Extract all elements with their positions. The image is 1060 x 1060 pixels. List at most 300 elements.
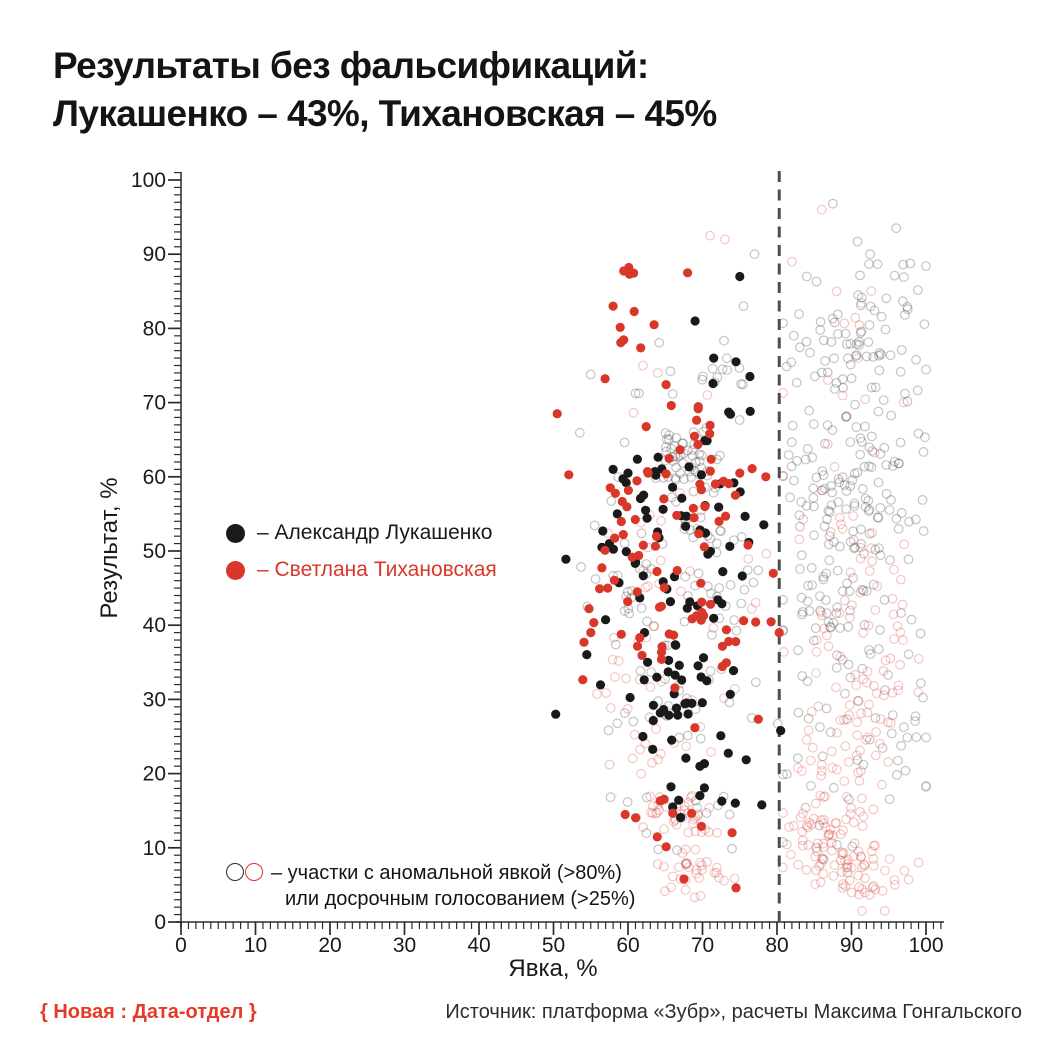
data-point — [888, 729, 897, 738]
data-point — [790, 331, 799, 340]
data-point — [601, 374, 610, 383]
data-point — [681, 572, 690, 581]
data-point — [634, 551, 643, 560]
data-point — [754, 715, 763, 724]
data-point — [846, 568, 855, 577]
data-point — [806, 348, 815, 357]
data-point — [914, 429, 923, 438]
data-point — [752, 678, 761, 687]
data-point — [876, 626, 885, 635]
data-point — [696, 892, 705, 901]
data-point — [706, 421, 715, 430]
data-point — [737, 533, 746, 542]
data-point — [846, 438, 855, 447]
data-point — [716, 731, 725, 740]
data-point — [853, 237, 862, 246]
data-point — [726, 690, 735, 699]
data-point — [830, 784, 839, 793]
data-point — [868, 557, 877, 566]
data-point — [832, 683, 841, 692]
data-point — [907, 615, 916, 624]
data-point — [611, 489, 620, 498]
data-point — [653, 832, 662, 841]
data-point — [589, 618, 598, 627]
data-point — [609, 465, 618, 474]
data-point — [761, 472, 770, 481]
data-point — [904, 650, 913, 659]
data-point — [858, 907, 867, 916]
data-point — [673, 711, 682, 720]
data-point — [659, 494, 668, 503]
data-point — [885, 855, 894, 864]
data-point — [885, 506, 894, 515]
data-point — [662, 842, 671, 851]
data-point — [869, 805, 878, 814]
data-point — [816, 318, 825, 327]
data-point — [881, 325, 890, 334]
data-point — [788, 421, 797, 430]
data-point — [731, 637, 740, 646]
title-line-2: Лукашенко – 43%, Тихановская – 45% — [53, 93, 717, 135]
data-point — [790, 476, 799, 485]
data-point — [740, 585, 749, 594]
data-point — [636, 745, 645, 754]
data-point — [551, 710, 560, 719]
data-point — [916, 629, 925, 638]
data-point — [845, 795, 854, 804]
data-point — [722, 625, 731, 634]
data-point — [845, 758, 854, 767]
data-point — [865, 567, 874, 576]
data-point — [794, 646, 803, 655]
data-point — [816, 878, 825, 887]
y-axis-label: Результат, % — [96, 477, 123, 619]
data-point — [896, 438, 905, 447]
data-point — [823, 421, 832, 430]
data-point — [821, 357, 830, 366]
data-point — [832, 287, 841, 296]
data-point — [652, 725, 661, 734]
data-point — [725, 810, 734, 819]
data-point — [751, 598, 760, 607]
data-point — [620, 539, 629, 548]
data-point — [636, 667, 645, 676]
data-point — [719, 477, 728, 486]
data-point — [735, 469, 744, 478]
data-point — [832, 664, 841, 673]
legend-candidates — [226, 519, 497, 593]
data-point — [726, 581, 735, 590]
data-point — [586, 628, 595, 637]
data-point — [735, 272, 744, 281]
footer — [40, 1001, 1022, 1024]
y-tick-label: 70 — [142, 391, 166, 415]
data-point — [882, 294, 891, 303]
x-tick-label: 20 — [318, 934, 342, 957]
data-point — [859, 675, 868, 684]
data-point — [861, 494, 870, 503]
data-point — [601, 615, 610, 624]
data-point — [739, 302, 748, 311]
y-tick-label: 80 — [142, 317, 166, 341]
data-point — [577, 563, 586, 572]
title-line-1: Результаты без фальсификаций: — [53, 45, 649, 86]
x-tick-label: 100 — [908, 934, 944, 957]
data-point — [628, 754, 637, 763]
data-point — [620, 438, 629, 447]
data-point — [847, 374, 856, 383]
anomaly-line-2: или досрочным голосованием (>25%) — [285, 888, 636, 910]
data-point — [680, 617, 689, 626]
data-point — [724, 749, 733, 758]
data-point — [639, 571, 648, 580]
data-point — [649, 716, 658, 725]
data-point — [732, 626, 741, 635]
data-point — [812, 799, 821, 808]
data-point — [606, 793, 615, 802]
data-point — [728, 844, 737, 853]
data-point — [598, 526, 607, 535]
data-point — [625, 270, 634, 279]
data-point — [814, 702, 823, 711]
data-point — [854, 354, 863, 363]
data-point — [692, 416, 701, 425]
x-tick-label: 30 — [392, 934, 417, 957]
data-point — [828, 426, 837, 435]
data-point — [578, 675, 587, 684]
data-point — [714, 503, 723, 512]
data-point — [694, 404, 703, 413]
data-point — [858, 794, 867, 803]
data-point — [684, 462, 693, 471]
data-point — [809, 494, 818, 503]
data-point — [726, 410, 735, 419]
data-point — [630, 730, 639, 739]
data-point — [793, 457, 802, 466]
data-point — [708, 364, 717, 373]
data-point — [707, 455, 716, 464]
data-point — [706, 467, 715, 476]
data-point — [751, 617, 760, 626]
data-point — [584, 604, 593, 613]
data-point — [888, 595, 897, 604]
data-point — [809, 743, 818, 752]
data-point — [717, 797, 726, 806]
data-point — [604, 726, 613, 735]
data-point — [639, 541, 648, 550]
data-point — [798, 828, 807, 837]
data-point — [914, 688, 923, 697]
data-point — [880, 907, 889, 916]
data-point — [652, 673, 661, 682]
tikhanovskaya-legend-label: – Светлана Тихановская — [257, 558, 497, 581]
data-point — [818, 368, 827, 377]
data-point — [855, 777, 864, 786]
data-point — [631, 813, 640, 822]
tikhanovskaya-marker-icon — [226, 561, 245, 580]
data-point — [900, 723, 909, 732]
data-point — [876, 504, 885, 513]
data-point — [631, 515, 640, 524]
data-point — [619, 530, 628, 539]
data-point — [818, 752, 827, 761]
data-point — [730, 616, 739, 625]
y-tick-label: 0 — [154, 911, 166, 934]
data-point — [610, 534, 619, 543]
data-point — [623, 597, 632, 606]
y-tick-label: 30 — [142, 688, 166, 712]
data-point — [841, 596, 850, 605]
data-point — [866, 250, 875, 259]
data-point — [617, 517, 626, 526]
data-point — [802, 866, 811, 875]
data-point — [675, 733, 684, 742]
data-point — [787, 850, 796, 859]
data-point — [847, 804, 856, 813]
data-point — [635, 633, 644, 642]
data-point — [639, 361, 648, 370]
data-point — [609, 302, 618, 311]
data-point — [613, 719, 622, 728]
data-point — [803, 736, 812, 745]
data-point — [690, 893, 699, 902]
data-point — [643, 514, 652, 523]
data-point — [865, 260, 874, 269]
data-point — [912, 356, 921, 365]
data-point — [700, 502, 709, 511]
data-point — [711, 479, 720, 488]
data-point — [699, 653, 708, 662]
data-point — [901, 766, 910, 775]
data-point — [874, 407, 883, 416]
open-circle-black-icon — [226, 863, 244, 881]
data-point — [890, 271, 899, 280]
data-point — [864, 338, 873, 347]
data-point — [913, 386, 922, 395]
data-point — [836, 542, 845, 551]
data-point — [697, 608, 706, 617]
data-point — [677, 587, 686, 596]
data-point — [863, 733, 872, 742]
data-point — [561, 555, 570, 564]
data-point — [795, 310, 804, 319]
data-point — [831, 385, 840, 394]
y-tick-label: 60 — [142, 465, 166, 489]
data-point — [705, 803, 714, 812]
data-point — [607, 497, 616, 506]
data-point — [822, 596, 831, 605]
data-point — [816, 326, 825, 335]
y-tick-label: 10 — [142, 836, 166, 860]
data-point — [614, 657, 623, 666]
data-point — [754, 566, 763, 575]
data-point — [660, 825, 669, 834]
data-point — [914, 655, 923, 664]
data-point — [662, 380, 671, 389]
anomaly-legend-text — [271, 860, 635, 912]
data-point — [687, 809, 696, 818]
data-point — [737, 599, 746, 608]
data-point — [870, 682, 879, 691]
data-point — [852, 423, 861, 432]
data-point — [694, 569, 703, 578]
data-point — [673, 846, 682, 855]
data-point — [842, 505, 851, 514]
data-point — [865, 321, 874, 330]
data-point — [729, 666, 738, 675]
data-point — [746, 407, 755, 416]
data-point — [899, 297, 908, 306]
data-point — [830, 463, 839, 472]
data-point — [853, 731, 862, 740]
data-point — [875, 366, 884, 375]
data-point — [661, 887, 670, 896]
data-point — [900, 866, 909, 875]
data-point — [739, 616, 748, 625]
data-point — [878, 780, 887, 789]
data-point — [822, 704, 831, 713]
data-point — [646, 683, 655, 692]
data-point — [697, 470, 706, 479]
data-point — [686, 567, 695, 576]
data-point — [596, 680, 605, 689]
data-point — [769, 569, 778, 578]
brand-logo: { Новая : Дата-отдел } — [40, 1001, 257, 1023]
data-point — [851, 400, 860, 409]
data-point — [810, 420, 819, 429]
data-point — [804, 726, 813, 735]
x-tick-label: 40 — [467, 934, 491, 957]
data-point — [664, 667, 673, 676]
data-point — [741, 512, 750, 521]
data-point — [747, 605, 756, 614]
data-point — [767, 617, 776, 626]
data-point — [697, 485, 706, 494]
data-point — [709, 354, 718, 363]
data-point — [603, 584, 612, 593]
data-point — [817, 761, 826, 770]
data-point — [553, 409, 562, 418]
data-point — [922, 365, 931, 374]
data-point — [700, 783, 709, 792]
data-point — [744, 555, 753, 564]
data-point — [904, 875, 913, 884]
data-point — [655, 338, 664, 347]
data-point — [695, 791, 704, 800]
data-point — [642, 422, 651, 431]
data-point — [641, 506, 650, 515]
data-point — [652, 567, 661, 576]
data-point — [637, 769, 646, 778]
x-tick-label: 90 — [839, 934, 864, 957]
data-point — [654, 453, 663, 462]
legend-row-tikhanovskaya — [226, 556, 497, 584]
data-point — [846, 701, 855, 710]
data-point — [794, 860, 803, 869]
y-tick-label: 20 — [142, 762, 166, 786]
data-point — [816, 723, 825, 732]
data-point — [809, 484, 818, 493]
data-point — [623, 469, 632, 478]
data-point — [675, 661, 684, 670]
data-point — [919, 693, 928, 702]
data-point — [671, 640, 680, 649]
data-point — [709, 488, 718, 497]
data-point — [669, 631, 678, 640]
data-point — [657, 602, 666, 611]
data-point — [621, 810, 630, 819]
data-point — [730, 874, 739, 883]
data-point — [680, 699, 689, 708]
data-point — [803, 272, 812, 281]
data-point — [637, 529, 646, 538]
data-point — [917, 679, 926, 688]
data-point — [667, 883, 676, 892]
data-point — [639, 491, 648, 500]
data-point — [626, 693, 635, 702]
data-point — [861, 395, 870, 404]
data-point — [846, 673, 855, 682]
data-point — [742, 755, 751, 764]
data-point — [856, 271, 865, 280]
data-point — [788, 257, 797, 266]
x-tick-label: 60 — [616, 934, 640, 957]
data-point — [880, 596, 889, 605]
x-tick-label: 10 — [243, 934, 268, 957]
data-point — [706, 231, 715, 240]
series-lukashenko-anomalous — [576, 199, 931, 877]
data-point — [841, 742, 850, 751]
data-point — [757, 800, 766, 809]
y-tick-label: 40 — [142, 614, 166, 638]
data-point — [668, 809, 677, 818]
source-credit: Источник: платформа «Зубр», расчеты Максима Гонгальского — [445, 1001, 1022, 1023]
data-point — [750, 250, 759, 259]
data-point — [623, 798, 632, 807]
data-point — [862, 352, 871, 361]
data-point — [725, 698, 734, 707]
x-tick-label: 0 — [175, 934, 187, 957]
y-tick-label: 90 — [142, 243, 166, 267]
data-point — [887, 411, 896, 420]
data-point — [677, 494, 686, 503]
data-point — [676, 445, 685, 454]
data-point — [684, 709, 693, 718]
data-point — [691, 316, 700, 325]
data-point — [725, 542, 734, 551]
data-point — [849, 512, 858, 521]
data-point — [718, 567, 727, 576]
data-point — [812, 648, 821, 657]
data-point — [825, 540, 834, 549]
data-point — [749, 578, 758, 587]
data-point — [633, 455, 642, 464]
data-point — [873, 260, 882, 269]
data-point — [844, 623, 853, 632]
anomaly-markers — [226, 863, 263, 881]
data-point — [706, 667, 715, 676]
data-point — [830, 861, 839, 870]
data-point — [804, 445, 813, 454]
data-point — [731, 357, 740, 366]
data-point — [856, 450, 865, 459]
data-point — [602, 689, 611, 698]
data-point — [708, 379, 717, 388]
open-circle-red-icon — [245, 863, 263, 881]
data-point — [794, 708, 803, 717]
data-point — [807, 564, 816, 573]
data-point — [629, 717, 638, 726]
